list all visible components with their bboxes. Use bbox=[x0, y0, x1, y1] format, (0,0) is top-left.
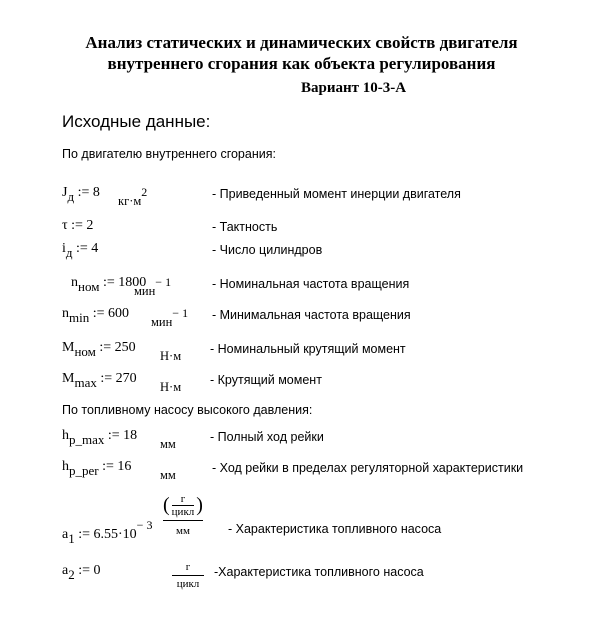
variant-label: Вариант 10-3-А bbox=[301, 80, 407, 96]
variable-description: - Номинальный крутящий момент bbox=[210, 342, 406, 356]
unit-denominator: цикл bbox=[171, 506, 195, 518]
unit-text: мм bbox=[160, 468, 176, 482]
variable-definition[interactable] bbox=[62, 241, 98, 261]
variable-description: - Число цилиндров bbox=[212, 243, 323, 257]
variable-subscript: min bbox=[69, 310, 90, 325]
unit-exponent: 2 bbox=[141, 185, 148, 199]
variable-subscript: д bbox=[65, 245, 73, 260]
pump-heading: По топливному насосу высокого давления: bbox=[62, 403, 313, 417]
unit-text: кг·м bbox=[118, 194, 142, 208]
unit-exponent: − 1 bbox=[155, 275, 172, 289]
unit bbox=[134, 275, 171, 299]
a1-definition[interactable] bbox=[62, 518, 152, 547]
variable-value: := 2 bbox=[71, 218, 94, 233]
variable-value: := 600 bbox=[92, 306, 130, 321]
variable-symbol: h bbox=[62, 459, 69, 474]
unit-text: мин bbox=[134, 284, 156, 298]
unit-denominator: цикл bbox=[176, 578, 200, 590]
unit-numerator: г bbox=[180, 493, 186, 505]
title-line-2: внутреннего сгорания как объекта регулирования bbox=[107, 54, 496, 73]
variable-value: := 0 bbox=[78, 563, 101, 578]
variable-subscript: ном bbox=[78, 279, 100, 294]
variable-value: := 270 bbox=[100, 371, 137, 386]
variable-subscript: д bbox=[67, 189, 75, 204]
variable-value: := 4 bbox=[76, 241, 99, 256]
variable-value: := 8 bbox=[77, 185, 100, 200]
a2-unit bbox=[172, 557, 204, 590]
variable-description: - Тактность bbox=[212, 220, 278, 234]
unit-text: Н·м bbox=[160, 349, 182, 363]
variable-symbol: h bbox=[62, 428, 69, 443]
variable-description: - Крутящий момент bbox=[210, 373, 322, 387]
variable-definition[interactable] bbox=[62, 340, 136, 360]
variable-symbol: a bbox=[62, 527, 69, 542]
variable-description: - Ход рейки в пределах регуляторной характеристики bbox=[212, 461, 524, 475]
variable-subscript: 2 bbox=[68, 567, 75, 582]
unit bbox=[160, 371, 181, 395]
variable-symbol: i bbox=[62, 241, 66, 256]
variable-subscript: 1 bbox=[68, 531, 75, 546]
unit-numerator: г bbox=[185, 561, 191, 573]
variable-value: := 16 bbox=[102, 459, 132, 474]
variable-subscript: p_per bbox=[69, 463, 99, 478]
variable-value: := 250 bbox=[99, 340, 136, 355]
section-heading: Исходные данные: bbox=[62, 112, 211, 131]
variable-symbol: τ bbox=[62, 218, 68, 233]
unit bbox=[160, 428, 176, 452]
a1-unit: ( $\frac{г}{\text{цикл}}$ ) мм bbox=[163, 493, 203, 537]
engine-heading: По двигателю внутреннего сгорания: bbox=[62, 147, 276, 161]
variable-description: - Приведенный момент инерции двигателя bbox=[212, 187, 461, 201]
variable-value: := 18 bbox=[107, 428, 138, 443]
unit bbox=[160, 340, 181, 364]
variable-description: - Минимальная частота вращения bbox=[212, 308, 411, 322]
variable-definition[interactable] bbox=[62, 218, 93, 238]
variable-definition[interactable] bbox=[62, 428, 137, 448]
variable-symbol: J bbox=[62, 185, 68, 200]
variable-symbol: M bbox=[62, 371, 75, 386]
unit-exponent: − 1 bbox=[172, 306, 189, 320]
variable-definition[interactable] bbox=[62, 185, 100, 205]
a1-description: - Характеристика топливного насоса bbox=[228, 522, 442, 536]
variable-exponent: − 3 bbox=[136, 518, 153, 532]
variable-symbol: n bbox=[71, 275, 78, 290]
unit bbox=[118, 185, 147, 209]
variable-subscript: ном bbox=[74, 344, 96, 359]
variable-subscript: p_max bbox=[69, 432, 105, 447]
a2-definition[interactable] bbox=[62, 563, 101, 583]
variable-description: - Полный ход рейки bbox=[210, 430, 324, 444]
title-line-1: Анализ статических и динамических свойств двигателя bbox=[85, 33, 518, 52]
variable-value: := 1800 bbox=[102, 275, 147, 290]
unit-text: мм bbox=[160, 437, 176, 451]
unit-text: мин bbox=[151, 315, 173, 329]
unit-text: Н·м bbox=[160, 380, 182, 394]
variable-value: := 6.55·10 bbox=[78, 527, 137, 542]
variable-definition[interactable] bbox=[62, 371, 137, 391]
unit-outer-denominator: мм bbox=[176, 525, 190, 537]
a2-description: -Характеристика топливного насоса bbox=[214, 565, 424, 579]
variable-description: - Номинальная частота вращения bbox=[212, 277, 410, 291]
unit bbox=[160, 459, 176, 483]
unit bbox=[151, 306, 188, 330]
variable-symbol: a bbox=[62, 563, 69, 578]
variable-symbol: M bbox=[62, 340, 75, 355]
variable-definition[interactable] bbox=[62, 306, 129, 326]
variable-symbol: n bbox=[62, 306, 69, 321]
variable-definition[interactable] bbox=[62, 459, 131, 479]
variable-subscript: max bbox=[74, 375, 97, 390]
